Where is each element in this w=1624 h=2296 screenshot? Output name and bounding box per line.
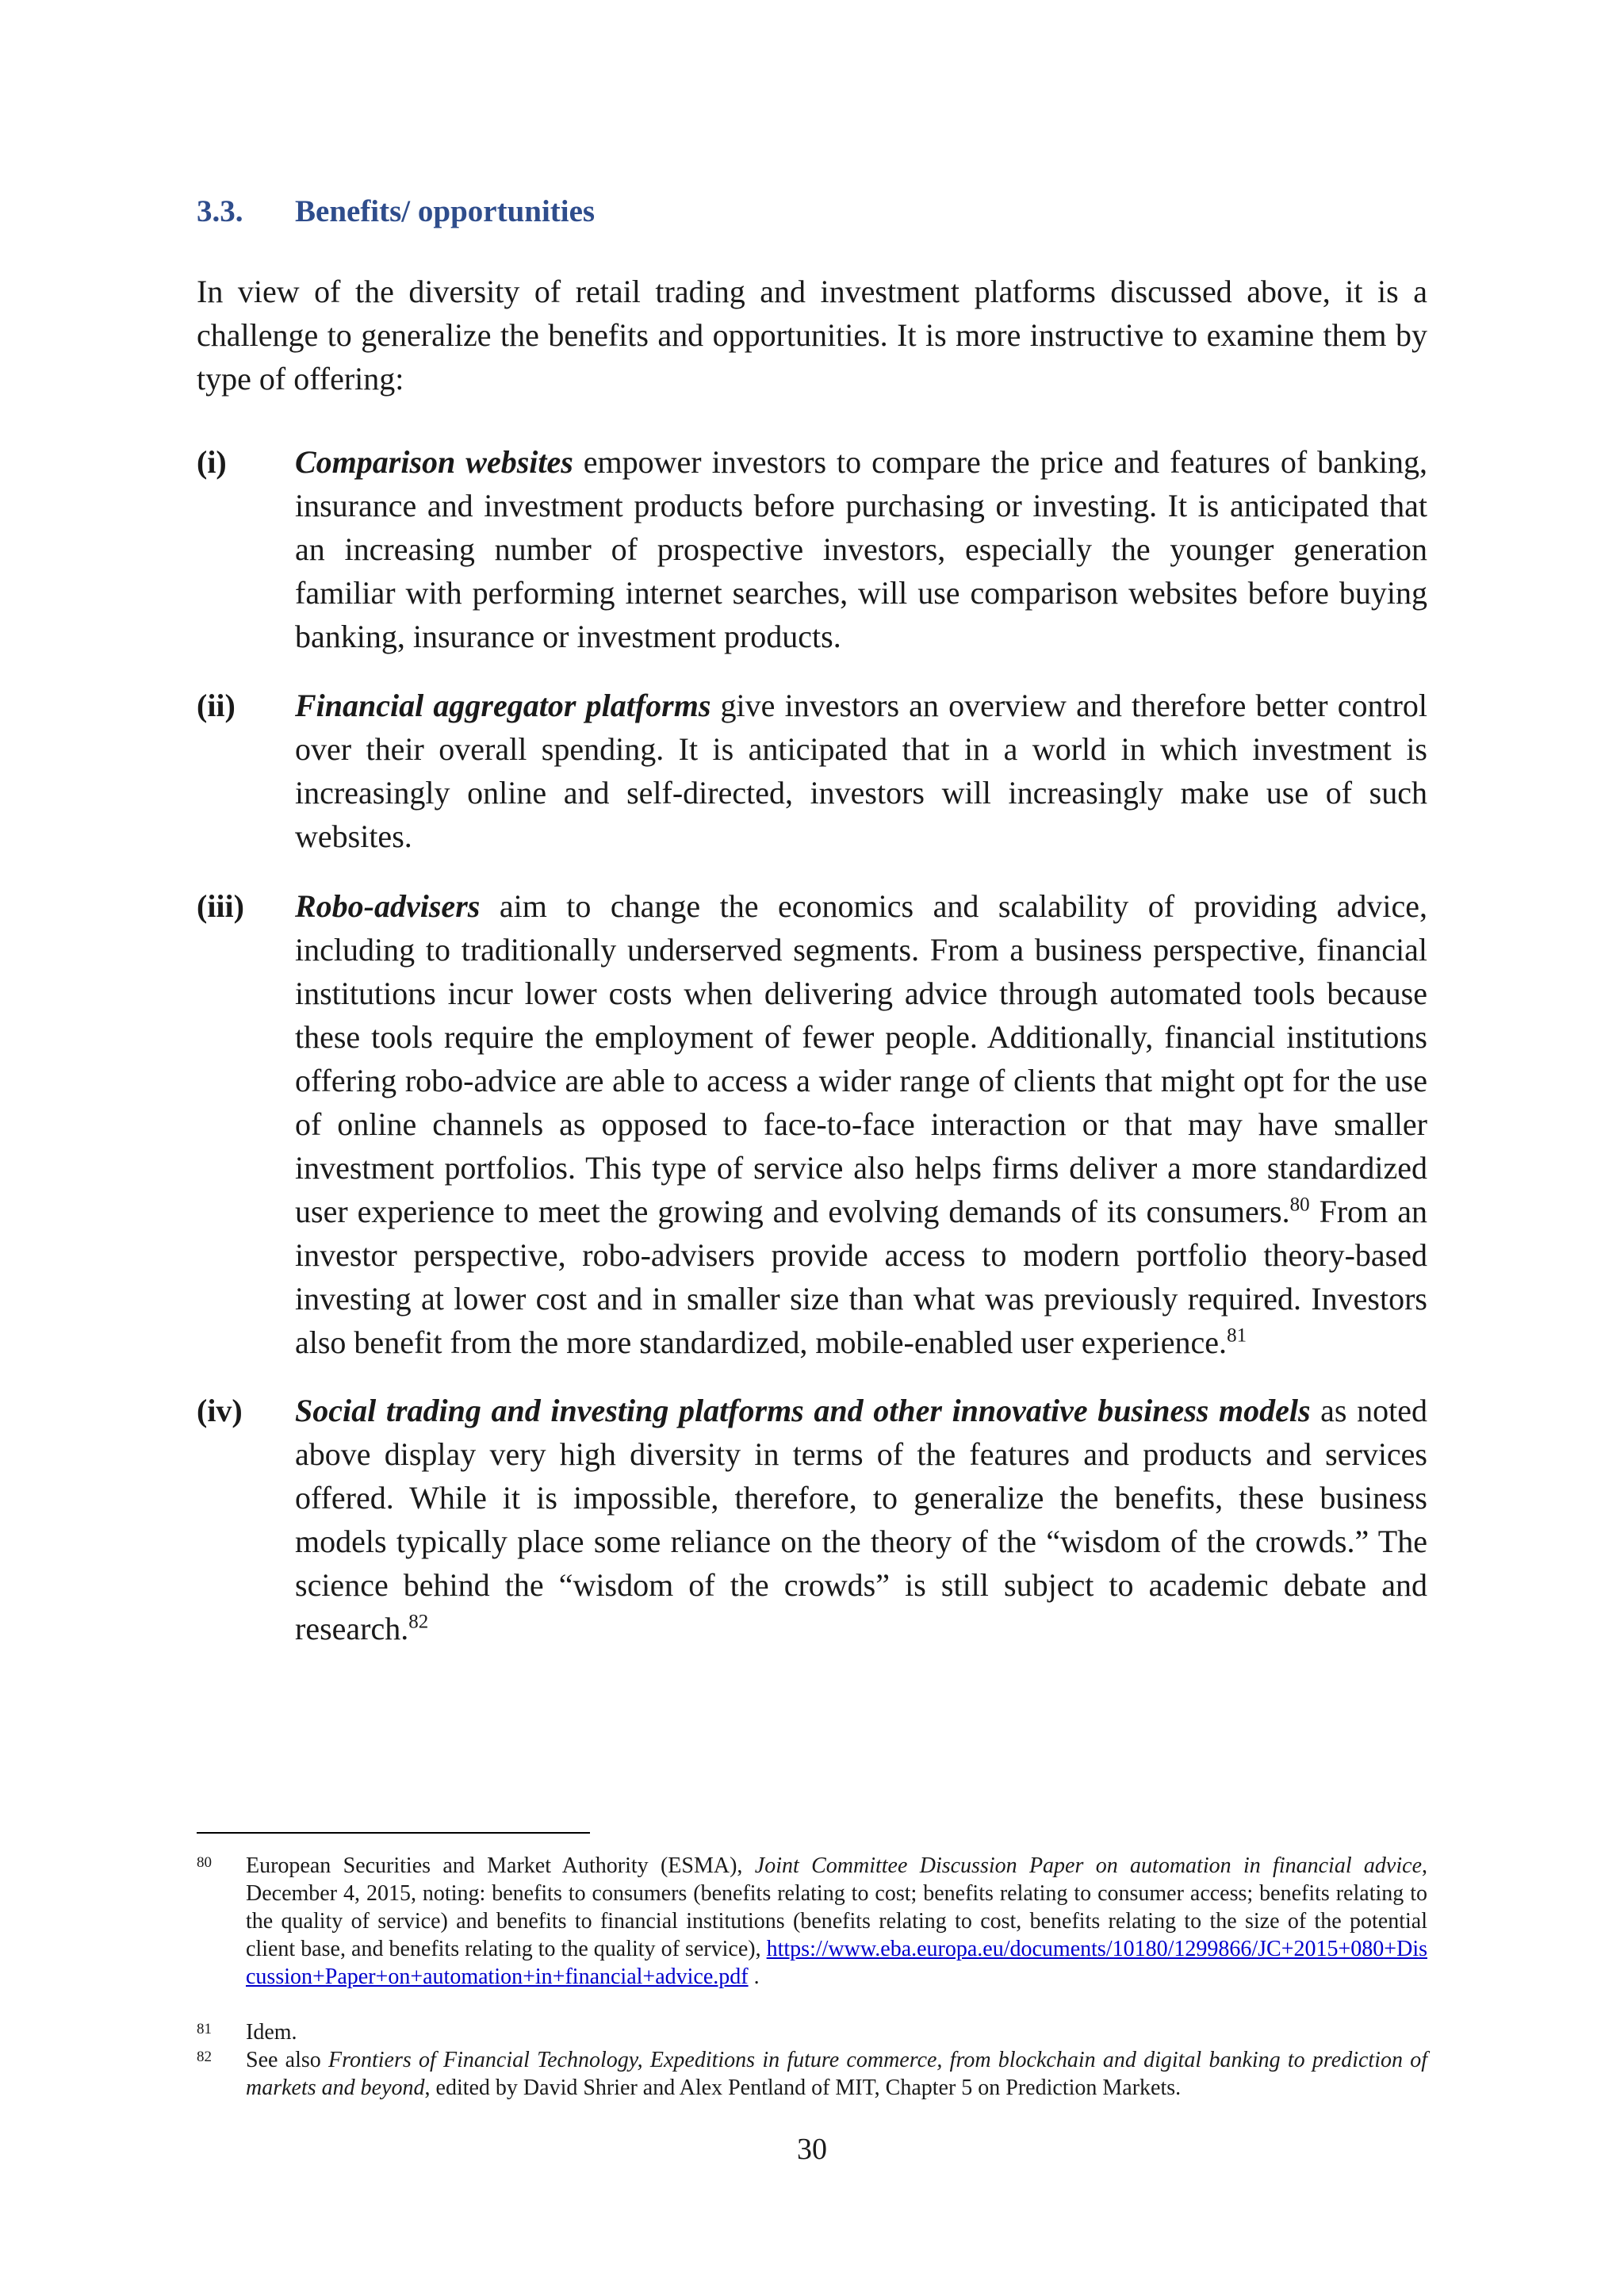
item-text: empower investors to compare the price and features of banking, insurance and investment products before purchasing or investing. It is anticipated that an increasing number of prospective investors, especially the younger generation familiar with performing internet searches, will use comparison websites before buying banking, insurance or investment products. bbox=[295, 444, 1427, 654]
item-lead-term: Robo-advisers bbox=[295, 888, 481, 924]
item-lead-term: Comparison websites bbox=[295, 444, 573, 480]
footnote-text-part: . bbox=[748, 1964, 760, 1989]
footnote-text bbox=[246, 1852, 1427, 1991]
section-heading bbox=[197, 194, 595, 229]
footnote-text bbox=[246, 2046, 1427, 2102]
list-item-body bbox=[295, 684, 1427, 858]
footnote-number: 80 bbox=[197, 1854, 212, 1871]
item-text: give investors an overview and therefore better control over their overall spending. It is anticipated that in a world in which investment is increasingly online and self-directed, investors will increasingly make use of such websites. bbox=[295, 688, 1428, 854]
list-item-iv bbox=[197, 1389, 1427, 1650]
footnote-separator bbox=[197, 1832, 590, 1834]
item-lead-term: Financial aggregator platforms bbox=[295, 688, 711, 723]
list-marker: (i) bbox=[197, 444, 227, 480]
footnote-text-part: , December 4, 2015, noting: benefits to consumers (benefits relating to cost; benefits relating to consumer access; benefits relating to the quality of service) and benefits to financial institutions (benefits relating to cost, benefits relating to the size of the potential client base, and benefits relating to the quality of service), bbox=[246, 1853, 1427, 1961]
footnote-82 bbox=[197, 2046, 1427, 2102]
list-marker: (iii) bbox=[197, 888, 244, 924]
item-text: aim to change the economics and scalability of providing advice, including to traditionally underserved segments. From a business perspective, financial institutions incur lower costs when delivering advice through automated tools because these tools require the employment of fewer people. Additionally, financial institutions offering robo-advice are able to access a wider range of clients that might opt for the use of online channels as opposed to face-to-face interaction or that may have smaller investment portfolios. This type of service also helps firms deliver a more standardized user experience to meet the growing and evolving demands of its consumers. bbox=[295, 888, 1427, 1229]
footnote-number: 81 bbox=[197, 2021, 212, 2037]
list-item-ii bbox=[197, 684, 1427, 858]
list-item-iii bbox=[197, 884, 1427, 1364]
footnote-text-part: See also bbox=[246, 2048, 329, 2072]
page-number: 30 bbox=[797, 2133, 827, 2166]
section-number: 3.3. bbox=[197, 194, 243, 228]
list-item-i bbox=[197, 440, 1427, 658]
footnote-ref-81[interactable]: 81 bbox=[1227, 1324, 1247, 1347]
intro-paragraph: In view of the diversity of retail trading and investment platforms discussed above, it is a challenge to generalize the benefits and opportunities. It is more instructive to examine them by type of offering: bbox=[197, 274, 1427, 397]
footnote-80 bbox=[197, 1852, 1427, 1991]
list-marker: (ii) bbox=[197, 688, 236, 723]
footnote-cited-title: Joint Committee Discussion Paper on automation in financial advice bbox=[754, 1853, 1422, 1878]
list-item-body bbox=[295, 884, 1427, 1364]
footnote-ref-80[interactable]: 80 bbox=[1289, 1194, 1310, 1216]
footnote-text: Idem. bbox=[246, 2020, 297, 2045]
list-item-body bbox=[295, 1389, 1427, 1650]
footnote-link[interactable]: https://www.eba.europa.eu/documents/10180/1299866/JC+2015+080+Discussion+Paper+on+automation+in+financial+advice.pdf bbox=[246, 1937, 1427, 1989]
footnote-ref-82[interactable]: 82 bbox=[408, 1611, 429, 1633]
list-item-body bbox=[295, 440, 1427, 658]
item-text: as noted above display very high diversity in terms of the features and products and services offered. While it is impossible, therefore, to generalize the benefits, these business models typically place some reliance on the theory of the “wisdom of the crowds.” The science behind the “wisdom of the crowds” is still subject to academic debate and research. bbox=[295, 1393, 1428, 1646]
item-lead-term: Social trading and investing platforms and other innovative business models bbox=[295, 1393, 1311, 1428]
footnote-text-part: , edited by David Shrier and Alex Pentland of MIT, Chapter 5 on Prediction Markets. bbox=[424, 2076, 1182, 2100]
item-text: From an investor perspective, robo-advisers provide access to modern portfolio theory-based investing at lower cost and in smaller size than what was previously required. Investors also benefit from the more standardized, mobile-enabled user experience. bbox=[295, 1194, 1427, 1360]
list-marker: (iv) bbox=[197, 1393, 243, 1428]
footnote-81 bbox=[197, 2018, 1427, 2046]
footnote-text-part: European Securities and Market Authority (ESMA), bbox=[246, 1853, 755, 1878]
section-title: Benefits/ opportunities bbox=[295, 194, 596, 228]
footnote-cited-title: Frontiers of Financial Technology, Expeditions in future commerce, from blockchain and digital banking to prediction of markets and beyond bbox=[246, 2048, 1427, 2100]
footnote-number: 82 bbox=[197, 2049, 212, 2065]
